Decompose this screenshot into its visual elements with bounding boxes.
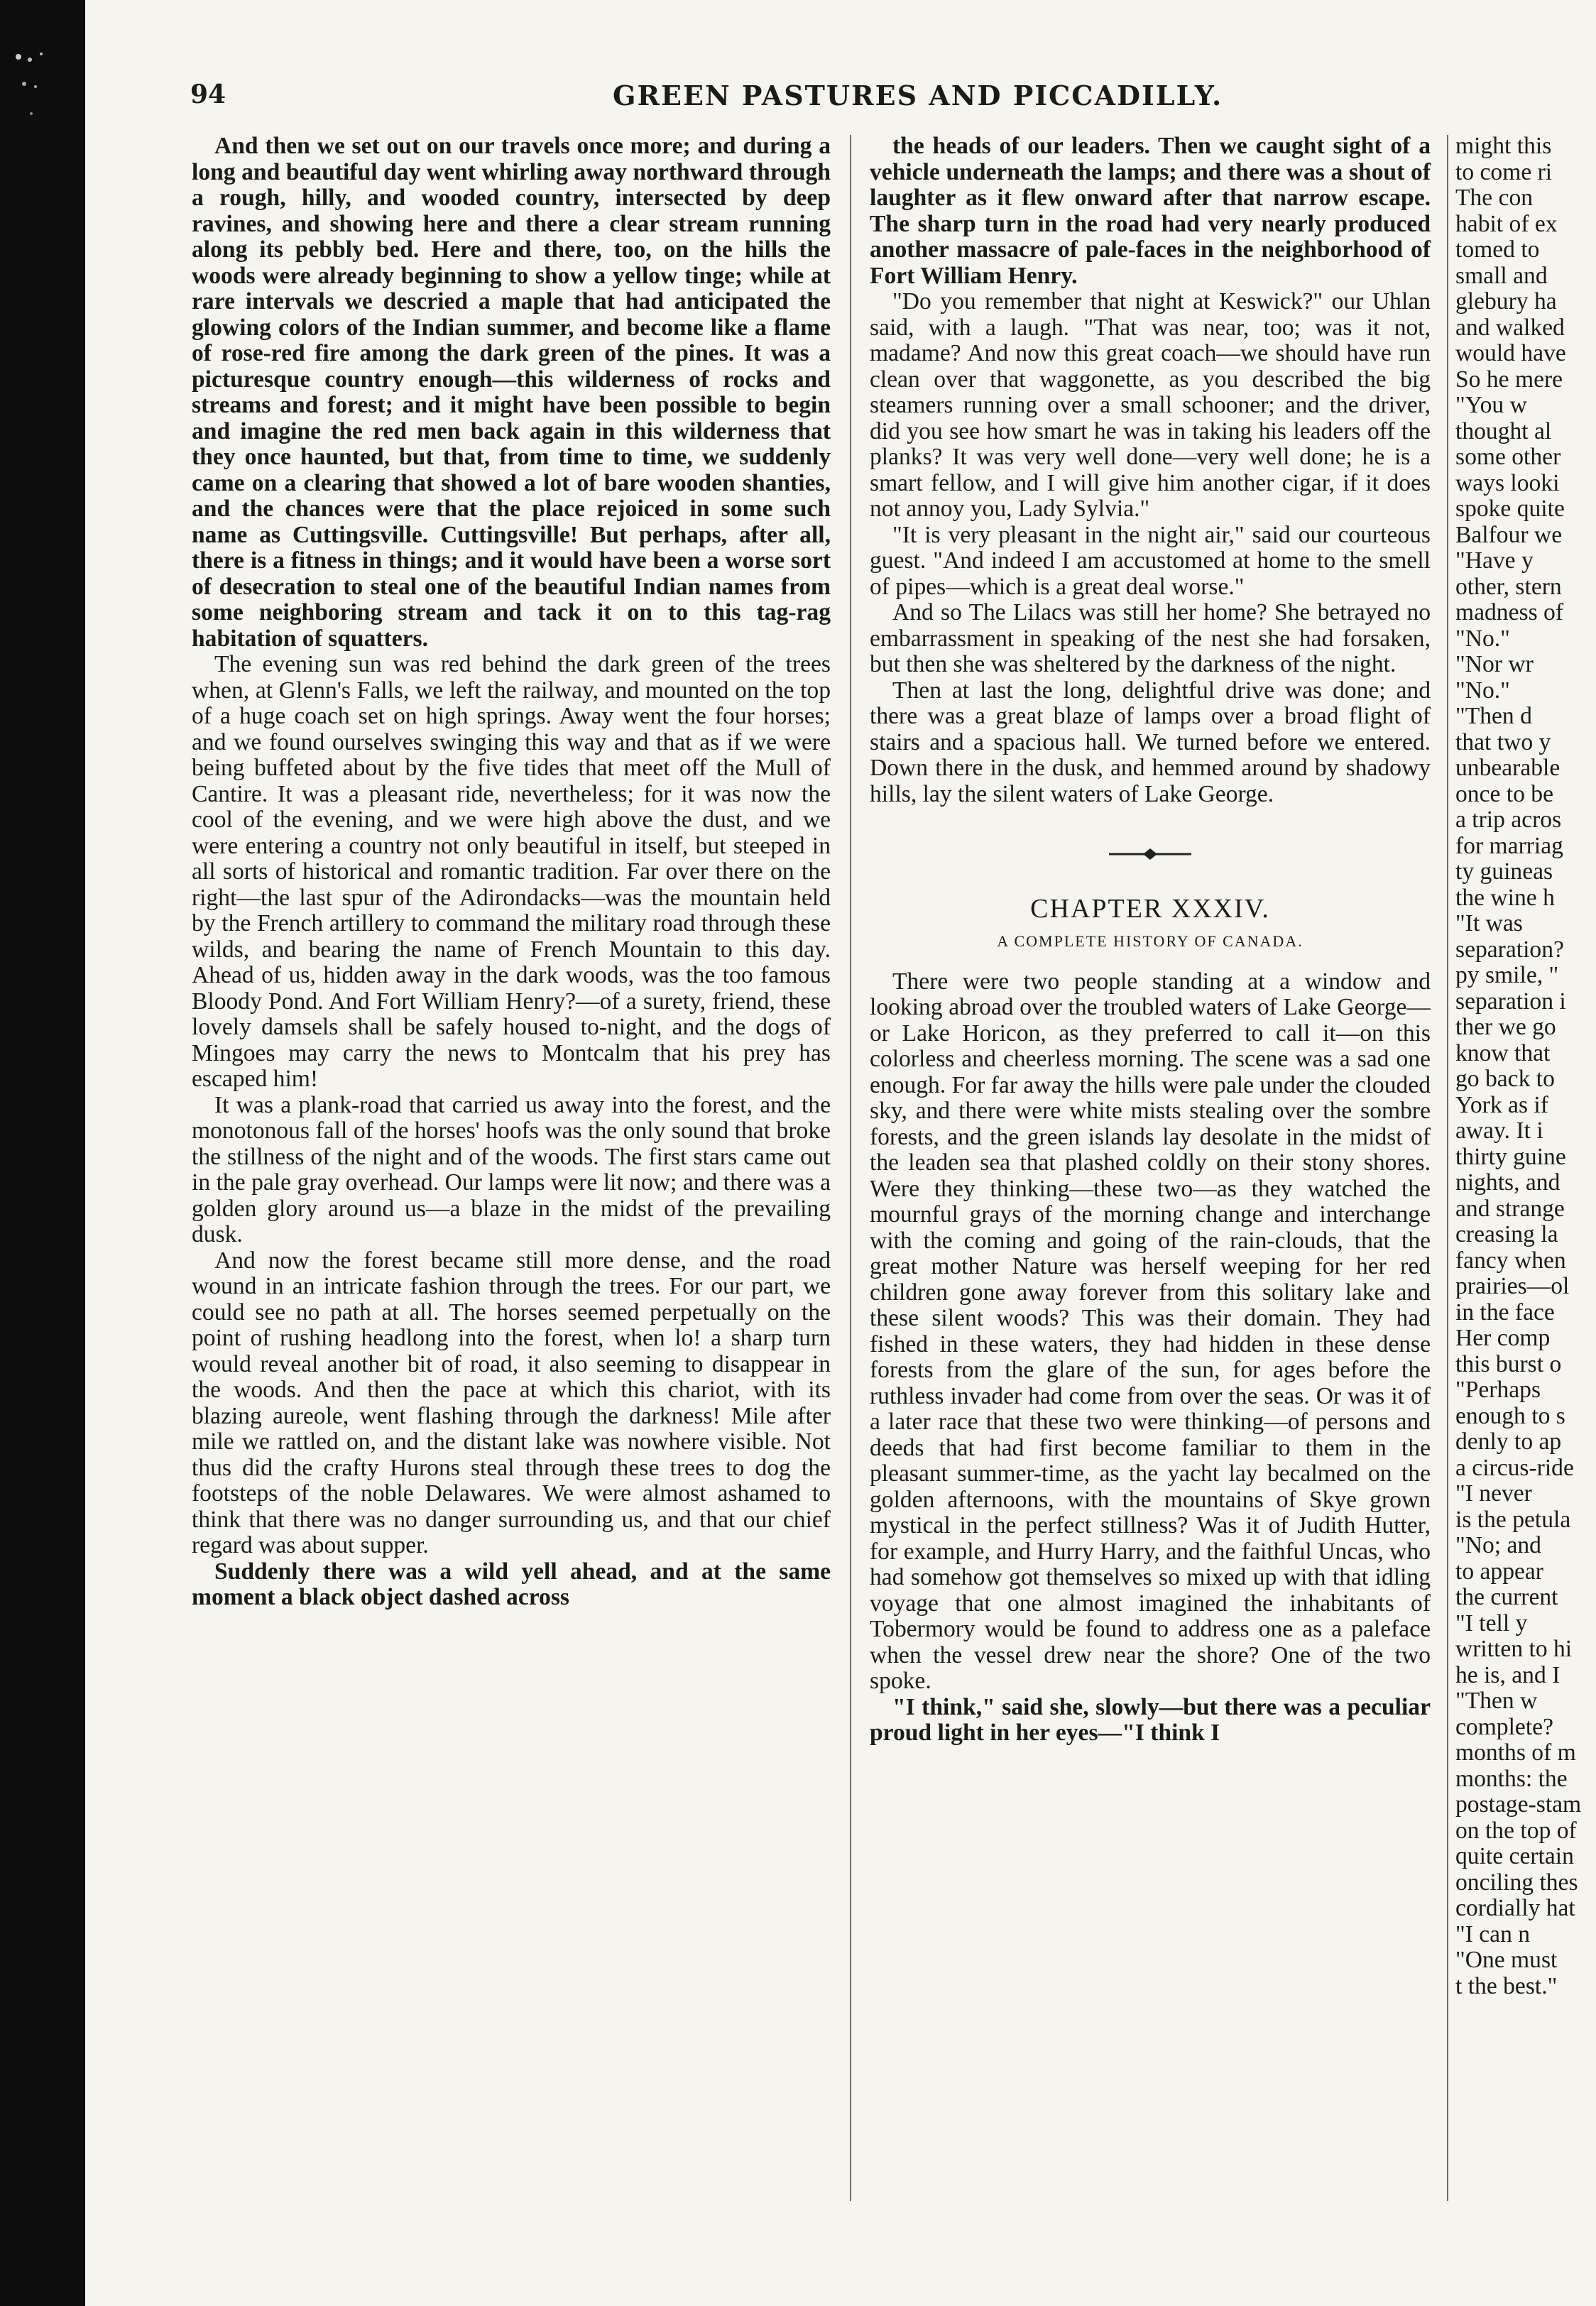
truncated-line: "I can n [1455, 1920, 1531, 1947]
truncated-line: ther we go [1455, 1014, 1556, 1040]
truncated-line: thirty guine [1455, 1143, 1566, 1170]
truncated-line: tomed to [1455, 236, 1540, 263]
truncated-line: a trip acros [1455, 807, 1562, 833]
truncated-line: fancy when [1455, 1247, 1566, 1274]
truncated-line: the wine h [1455, 884, 1555, 911]
truncated-line: he is, and I [1455, 1661, 1561, 1688]
truncated-line: "You w [1455, 392, 1527, 418]
truncated-line: "Have y [1455, 547, 1534, 574]
paragraph: "I think," said she, slowly—but there was a peculiar proud light in her eyes—"I think I [870, 1693, 1431, 1746]
truncated-line: denly to ap [1455, 1428, 1562, 1455]
truncated-line: months of m [1455, 1739, 1576, 1766]
paragraph: "It is very pleasant in the night air," said our courteous guest. "And indeed I am accustomed at home to the smell of pipes—which is a great deal worse." [870, 521, 1431, 600]
paragraph: There were two people standing at a window and looking abroad over the troubled waters of Lake George—or Lake Horicon, as they preferred to call it—on this colorless and cheerless morning. The scene was a sad one enough. For far away the hills were pale under the clouded sky, and there were white mists stealing over the sombre forests, and the green islands lay desolate in the midst of the leaden sea that plashed coldly on their stony shores. Were they thinking—these two—as they watched the mournful grays of the morning change and interchange with the coming and going of the rain-clouds, that the great mother Nature was herself weeping for her red children gone away forever from this solitary lake and these silent woods? This was their domain. They had fished in these waters, they had hidden in these dense forests from the glare of the sun, for ages before the ruthless invader had come from over the seas. Or was it of a later race that these two were thinking—of persons and deeds that had first become familiar to them in the pleasant summer-time, as the yacht lay becalmed on the golden afternoons, with the mountains of Skye grown mystical in the perfect stillness? Was it of Judith Hutter, for example, and Hurry Harry, and the faithful Uncas, who had somehow got themselves so mixed up with that idling voyage that one almost imagined the inhabitants of Tobermory would be found to address one as a paleface when the vessel drew near the shore? One of the two spoke. [870, 968, 1431, 1694]
truncated-line: months: the [1455, 1765, 1568, 1792]
truncated-line: "Then w [1455, 1688, 1538, 1714]
truncated-line: "One must [1455, 1947, 1558, 1973]
truncated-line: to come ri [1455, 158, 1553, 185]
truncated-line: written to hi [1455, 1636, 1573, 1662]
right-column-fragment [1455, 133, 1596, 2228]
truncated-line: habit of ex [1455, 210, 1558, 237]
truncated-line: "I tell y [1455, 1610, 1528, 1636]
column-rule-left [850, 135, 851, 2201]
truncated-line: to appear [1455, 1558, 1543, 1585]
paragraph: "Do you remember that night at Keswick?" our Uhlan said, with a laugh. "That was near, too; was it not, madame? And now this great coach—we should have run clean over that waggonette, as you described the big steamers running over a small schooner; and the driver, did you see how smart he was in taking his leaders off the planks? It was very well done—very well done; he is a smart fellow, and I will give him another cigar, if it does not annoy you, Lady Sylvia." [870, 288, 1431, 522]
truncated-line: So he mere [1455, 366, 1563, 393]
truncated-line: the current [1455, 1584, 1558, 1610]
truncated-line: small and [1455, 262, 1548, 289]
truncated-line: t the best." [1455, 1972, 1558, 1999]
truncated-line: creasing la [1455, 1221, 1558, 1247]
truncated-line: "No." [1455, 625, 1510, 652]
paragraph: Then at last the long, delightful drive was done; and there was a great blaze of lamps over a broad flight of stairs and a spacious hall. We turned before we entered. Down there in the dusk, and hemmed around by shadowy hills, lay the silent waters of Lake George. [870, 677, 1431, 807]
truncated-line: "Then d [1455, 703, 1532, 729]
paragraph: It was a plank-road that carried us away into the forest, and the monotonous fall of the horses' hoofs was the only sound that broke the stillness of the night and of the woods. The first stars came out in the pale gray overhead. Our lamps were lit now; and there was a golden glory around us—a blaze in the midst of the prevailing dusk. [192, 1091, 831, 1247]
truncated-line: prairies—ol [1455, 1273, 1570, 1299]
truncated-line: other, stern [1455, 573, 1562, 600]
truncated-line: Balfour we [1455, 521, 1563, 548]
truncated-line: "Nor wr [1455, 651, 1534, 677]
scan-binding-edge [0, 0, 85, 2306]
truncated-line: for marriag [1455, 832, 1563, 859]
truncated-line: "I never [1455, 1480, 1532, 1507]
truncated-line: cordially hat [1455, 1895, 1575, 1921]
truncated-line: spoke quite [1455, 496, 1565, 522]
chapter-title: CHAPTER XXXIV. [1030, 893, 1270, 924]
paragraph: And so The Lilacs was still her home? She betrayed no embarrassment in speaking of the nest she had forsaken, but then she was sheltered by the darkness of the night. [870, 599, 1431, 677]
truncated-line: and strange [1455, 1195, 1565, 1222]
chapter-subtitle: A COMPLETE HISTORY OF CANADA. [997, 932, 1303, 950]
truncated-line: "No." [1455, 677, 1510, 704]
truncated-line: onciling thes [1455, 1869, 1578, 1896]
page-header [190, 80, 1397, 122]
section-ornament [870, 841, 1431, 868]
paragraph: the heads of our leaders. Then we caught sight of a vehicle underneath the lamps; and there was a shout of laughter as it flew onward after that narrow escape. The sharp turn in the road had very nearly produced another massacre of pale-faces in the neighborhood of Fort William Henry. [870, 133, 1431, 289]
truncated-line: complete? [1455, 1713, 1553, 1740]
truncated-line: ways looki [1455, 469, 1560, 496]
truncated-line: in the face [1455, 1299, 1555, 1326]
paragraph: And then we set out on our travels once more; and during a long and beautiful day went whirling away northward through a rough, hilly, and wooded country, intersected by deep ravines, and showing here and there a clear stream running along its pebbly bed. Here and there, too, on the hills the woods were already beginning to show a yellow tinge; while at rare intervals we descried a maple that had anticipated the glowing colors of the Indian summer, and become like a flame of rose-red fire among the dark green of the pines. It was a picturesque country enough—this wilderness of rocks and streams and forest; and it might have been possible to begin and imagine the red men back again in this wilderness that they once haunted, but that, from time to time, we suddenly came on a clearing that showed a lot of bare wooden shanties, and the chances were that the place rejoiced in some such name as Cuttingsville. Cuttingsville! But perhaps, after all, there is a fitness in things; and it would have been a worse sort of desecration to steal one of the beautiful Indian names from some neighboring stream and tack it on to this tag-rag habitation of squatters. [192, 133, 831, 652]
truncated-line: postage-stam [1455, 1791, 1582, 1818]
truncated-line: this burst o [1455, 1350, 1562, 1377]
left-column [192, 133, 831, 2228]
truncated-line: away. It i [1455, 1118, 1543, 1144]
scan-specks [10, 43, 53, 135]
truncated-line: York as if [1455, 1091, 1548, 1118]
truncated-line: thought al [1455, 417, 1552, 444]
truncated-line: enough to s [1455, 1402, 1565, 1429]
truncated-line: on the top of [1455, 1817, 1577, 1844]
truncated-line: and walked [1455, 314, 1565, 341]
truncated-line: go back to [1455, 1066, 1555, 1092]
truncated-line: quite certain [1455, 1843, 1574, 1869]
truncated-line: py smile, " [1455, 962, 1559, 988]
paragraph: Suddenly there was a wild yell ahead, and at the same moment a black object dashed across [192, 1558, 831, 1610]
middle-column [870, 133, 1431, 2228]
truncated-line: know that [1455, 1039, 1551, 1066]
column-rule-right [1447, 135, 1448, 2201]
paragraph: The evening sun was red behind the dark green of the trees when, at Glenn's Falls, we left the railway, and mounted on the top of a huge coach set on high springs. Away went the four horses; and we found ourselves swinging this way and that as if we were being buffeted about by the five tides that meet off the Mull of Cantire. It was a pleasant ride, nevertheless; for it was now the cool of the evening, and we were high above the dust, and we were entering a country not only beautiful in itself, but steeped in all sorts of historical and romantic tradition. Far over there on the right—the last spur of the Adirondacks—was the mountain held by the French artillery to command the military road through these wilds, and bearing the name of French Mountain to this day. Ahead of us, hidden away in the dark woods, was the too famous Bloody Pond. And Fort William Henry?—of a surety, friend, these lovely damsels shall be safely housed to-night, and the dogs of Mingoes may carry the news to Montcalm that his prey has escaped him! [192, 651, 831, 1092]
truncated-line: "No; and [1455, 1532, 1541, 1558]
truncated-line: Her comp [1455, 1325, 1551, 1351]
truncated-line: ty guineas [1455, 858, 1553, 885]
truncated-line: madness of [1455, 599, 1564, 625]
running-title: GREEN PASTURES AND PICCADILLY. [613, 80, 1223, 111]
page-number: 94 [190, 80, 226, 109]
ornament-rule-icon [1108, 847, 1193, 861]
truncated-line: unbearable [1455, 755, 1561, 781]
truncated-line: would have [1455, 340, 1566, 366]
truncated-line: glebury ha [1455, 288, 1557, 315]
paragraph: And now the forest became still more dense, and the road wound in an intricate fashion through the trees. For our part, we could see no path at all. The horses seemed perpetually on the point of rushing headlong into the forest, when lo! a sharp turn would reveal another bit of road, it also seeming to disappear in the woods. And then the pace at which this chariot, with its blazing aureole, went flashing through the darkness! Mile after mile we rattled on, and the distant lake was nowhere visible. Not thus did the crafty Hurons steal through these trees to dog the footsteps of the noble Delawares. We were almost ashamed to think that there was no danger surrounding us, and that our chief regard was about supper. [192, 1247, 831, 1558]
truncated-line: is the petula [1455, 1506, 1571, 1533]
truncated-line: might this [1455, 133, 1552, 159]
truncated-line: once to be [1455, 780, 1553, 807]
truncated-line: that two y [1455, 728, 1551, 755]
truncated-line: "Perhaps [1455, 1377, 1541, 1403]
truncated-line: nights, and [1455, 1169, 1561, 1196]
truncated-line: "It was [1455, 910, 1523, 936]
truncated-line: separation? [1455, 936, 1564, 963]
truncated-line: some other [1455, 444, 1561, 470]
truncated-line: a circus-ride [1455, 1454, 1574, 1481]
truncated-line: The con [1455, 185, 1534, 211]
truncated-line: separation i [1455, 988, 1566, 1015]
